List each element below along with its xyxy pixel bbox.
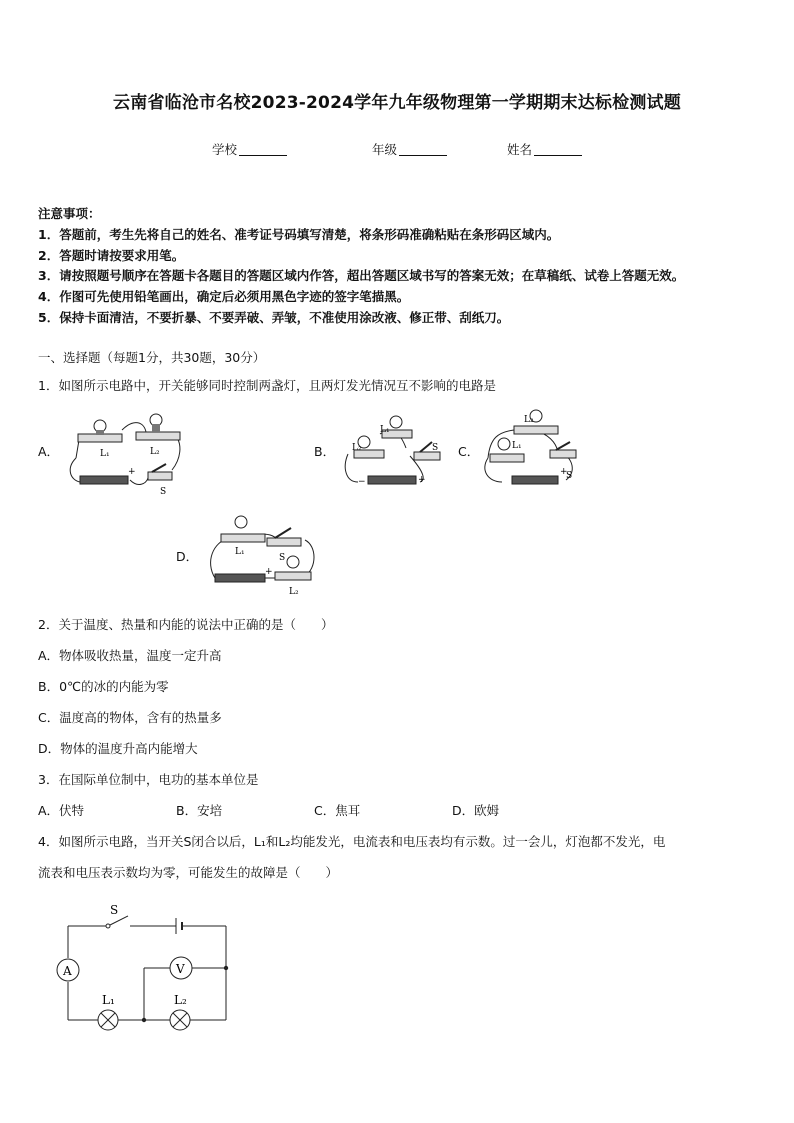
label-s: S <box>279 553 286 563</box>
q1-option-b-label[interactable]: B． <box>314 444 336 459</box>
label-s: S <box>160 487 167 497</box>
q2-option-b[interactable]: B．0℃的冰的内能为零 <box>38 679 169 694</box>
q3-option-c[interactable]: C．焦耳 <box>314 803 361 818</box>
lamp-label-l1: L₁ <box>102 993 115 1007</box>
label-plus: + <box>128 467 136 477</box>
q1-option-c-label[interactable]: C． <box>458 444 480 459</box>
label-s: S <box>566 471 573 481</box>
label-s: S <box>432 443 439 453</box>
circuit-diagram-b <box>340 412 450 492</box>
school-field[interactable] <box>212 140 287 158</box>
question-2-stem: 2．关于温度、热量和内能的说法中正确的是（ ） <box>38 617 334 632</box>
label-plus: + <box>265 567 273 577</box>
label-l1: L₁ <box>380 425 390 435</box>
q3-option-a[interactable]: A．伏特 <box>38 803 85 818</box>
grade-field[interactable] <box>372 140 447 158</box>
q2-option-c[interactable]: C．温度高的物体，含有的热量多 <box>38 710 222 725</box>
school-blank[interactable] <box>239 142 287 156</box>
label-l1: L₁ <box>512 441 522 451</box>
grade-blank[interactable] <box>399 142 447 156</box>
lamp-label-l2: L₂ <box>174 993 187 1007</box>
label-l1: L₁ <box>100 449 110 459</box>
ammeter-label-a: A <box>63 964 72 978</box>
q2-option-d[interactable]: D．物体的温度升高内能增大 <box>38 741 198 756</box>
name-label: 姓名 <box>507 142 533 157</box>
circuit-diagram-d <box>205 512 321 602</box>
question-4-circuit-diagram <box>50 898 250 1038</box>
question-3-stem: 3．在国际单位制中，电功的基本单位是 <box>38 772 259 787</box>
circuit-diagram-c <box>478 408 588 492</box>
q1-option-a-label[interactable]: A． <box>38 444 60 459</box>
grade-label: 年级 <box>372 142 398 157</box>
q1-option-d-label[interactable]: D． <box>176 549 199 564</box>
notice-item: 1．答题前，考生先将自己的姓名、准考证号码填写清楚，将条形码准确粘贴在条形码区域内。 <box>38 227 560 242</box>
notice-item: 4．作图可先使用铅笔画出，确定后必须用黑色字迹的签字笔描黑。 <box>38 289 410 304</box>
question-1-stem: 1．如图所示电路中，开关能够同时控制两盏灯，且两灯发光情况互不影响的电路是 <box>38 378 496 393</box>
q3-option-b[interactable]: B．安培 <box>176 803 223 818</box>
q2-option-a[interactable]: A．物体吸收热量，温度一定升高 <box>38 648 222 663</box>
notice-item: 2．答题时请按要求用笔。 <box>38 248 185 263</box>
label-l2: L₂ <box>289 587 299 597</box>
notice-item: 5．保持卡面清洁，不要折暴、不要弄破、弄皱，不准使用涂改液、修正带、刮纸刀。 <box>38 310 510 325</box>
label-l1: L₁ <box>235 547 245 557</box>
section-heading: 一、选择题（每题1分，共30题，30分） <box>38 350 266 365</box>
voltmeter-label-v: V <box>176 962 185 976</box>
label-plus: + <box>418 475 426 485</box>
switch-label-s: S <box>110 903 119 917</box>
q3-option-d[interactable]: D．欧姆 <box>452 803 500 818</box>
question-4-stem-line-1: 4．如图所示电路，当开关S闭合以后，L₁和L₂均能发光，电流表和电压表均有示数。过一会儿，灯泡都不发光，电 <box>38 834 666 849</box>
notice-heading: 注意事项： <box>38 206 101 221</box>
label-l2: L₂ <box>150 447 160 457</box>
notice-item: 3．请按照题号顺序在答题卡各题目的答题区域内作答，超出答题区域书写的答案无效；在草稿纸、试卷上答题无效。 <box>38 268 685 283</box>
label-l2: L₂ <box>524 415 534 425</box>
page-title: 云南省临沧市名校2023-2024学年九年级物理第一学期期末达标检测试题 <box>113 93 681 113</box>
label-plus: + <box>560 467 568 477</box>
name-blank[interactable] <box>534 142 582 156</box>
label-l2: L₂ <box>352 443 362 453</box>
question-4-stem-line-2: 流表和电压表示数均为零，可能发生的故障是（ ） <box>38 865 339 880</box>
school-label: 学校 <box>212 142 238 157</box>
name-field[interactable] <box>507 140 582 158</box>
label-minus: − <box>358 477 366 487</box>
circuit-diagram-a <box>66 408 186 500</box>
